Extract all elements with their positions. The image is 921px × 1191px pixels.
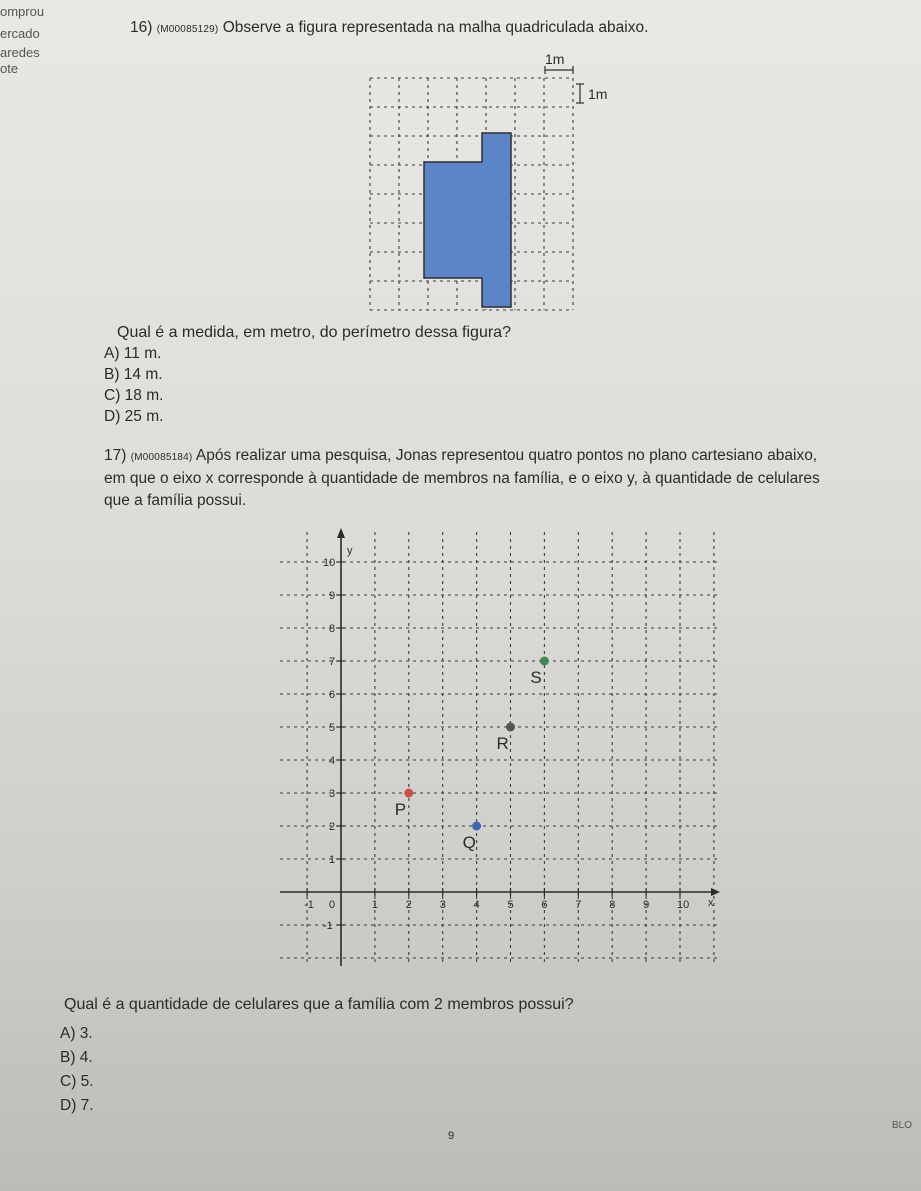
data-point-label-q: Q bbox=[462, 833, 476, 852]
x-tick-label: -1 bbox=[304, 899, 314, 911]
page-number: 9 bbox=[448, 1130, 455, 1142]
y-tick-label: 3 bbox=[329, 788, 336, 800]
q16-option-d[interactable]: D) 25 m. bbox=[104, 408, 164, 425]
chart-points bbox=[395, 657, 549, 853]
question-code: (M00085129) bbox=[156, 24, 219, 35]
q16-option-b[interactable]: B) 14 m. bbox=[104, 366, 163, 383]
question-17-prompt: Qual é a quantidade de celulares que a família com 2 membros possui? bbox=[64, 996, 574, 1013]
y-axis-label: y bbox=[347, 545, 353, 557]
x-tick-label: 2 bbox=[405, 899, 412, 911]
margin-fragment: aredes bbox=[0, 45, 40, 60]
margin-fragment: ote bbox=[0, 61, 19, 76]
corner-text: BLO bbox=[892, 1120, 913, 1131]
x-tick-label: 3 bbox=[439, 899, 446, 911]
q17-option-c[interactable]: C) 5. bbox=[60, 1073, 94, 1090]
q17-option-d[interactable]: D) 7. bbox=[60, 1097, 94, 1114]
unit-vertical-label: 1m bbox=[588, 86, 608, 102]
y-tick-label: 6 bbox=[329, 689, 336, 701]
y-tick-label: 4 bbox=[329, 755, 336, 767]
x-tick-label: 5 bbox=[507, 899, 514, 911]
data-point-p bbox=[404, 789, 413, 798]
x-tick-label: 0 bbox=[329, 899, 336, 911]
y-tick-label: 2 bbox=[329, 821, 336, 833]
data-point-label-p: P bbox=[394, 800, 407, 819]
chart-ticks bbox=[304, 545, 714, 932]
q16-option-a[interactable]: A) 11 m. bbox=[104, 345, 162, 362]
question-text: Observe a figura representada na malha quadriculada abaixo. bbox=[222, 19, 649, 36]
y-axis-arrow bbox=[337, 528, 345, 538]
x-tick-label: 10 bbox=[677, 899, 690, 911]
y-tick-label: 8 bbox=[329, 623, 336, 635]
q16-option-c[interactable]: C) 18 m. bbox=[104, 387, 164, 404]
y-tick-label: 7 bbox=[329, 656, 336, 668]
question-16-prompt: Qual é a medida, em metro, do perímetro dessa figura? bbox=[117, 324, 511, 341]
q17-option-b[interactable]: B) 4. bbox=[60, 1049, 93, 1066]
x-axis-label: x bbox=[708, 897, 714, 909]
y-tick-label: 5 bbox=[329, 722, 336, 734]
data-point-s bbox=[540, 657, 549, 666]
y-tick-label: 10 bbox=[323, 557, 336, 569]
data-point-r bbox=[506, 723, 515, 732]
x-tick-label: 4 bbox=[473, 899, 480, 911]
question-code: (M00085184) bbox=[130, 452, 193, 463]
question-number: 16) bbox=[130, 19, 153, 36]
margin-fragment: ercado bbox=[0, 26, 40, 41]
unit-horizontal-label: 1m bbox=[545, 51, 565, 67]
x-tick-label: 8 bbox=[609, 899, 616, 911]
x-tick-label: 9 bbox=[643, 899, 650, 911]
question-text-line1: Após realizar uma pesquisa, Jonas representou quatro pontos no plano cartesiano abaixo, bbox=[195, 447, 818, 464]
margin-fragment: omprou bbox=[0, 4, 45, 19]
data-point-label-s: S bbox=[530, 668, 542, 687]
q17-option-a[interactable]: A) 3. bbox=[60, 1025, 93, 1042]
x-axis-arrow bbox=[711, 888, 720, 896]
y-tick-label: -1 bbox=[323, 920, 333, 932]
x-tick-label: 7 bbox=[575, 899, 582, 911]
question-17-text-line2: em que o eixo x corresponde à quantidade de membros na família, e o eixo y, à quantidade de celulares bbox=[104, 470, 820, 487]
y-tick-label: 1 bbox=[329, 854, 336, 866]
x-tick-label: 1 bbox=[371, 899, 379, 911]
x-tick-label: 6 bbox=[541, 899, 548, 911]
data-point-q bbox=[472, 822, 481, 831]
data-point-label-r: R bbox=[496, 734, 509, 753]
question-number: 17) bbox=[104, 447, 127, 464]
y-tick-label: 9 bbox=[329, 590, 336, 602]
question-17-text-line3: que a família possui. bbox=[104, 492, 247, 509]
